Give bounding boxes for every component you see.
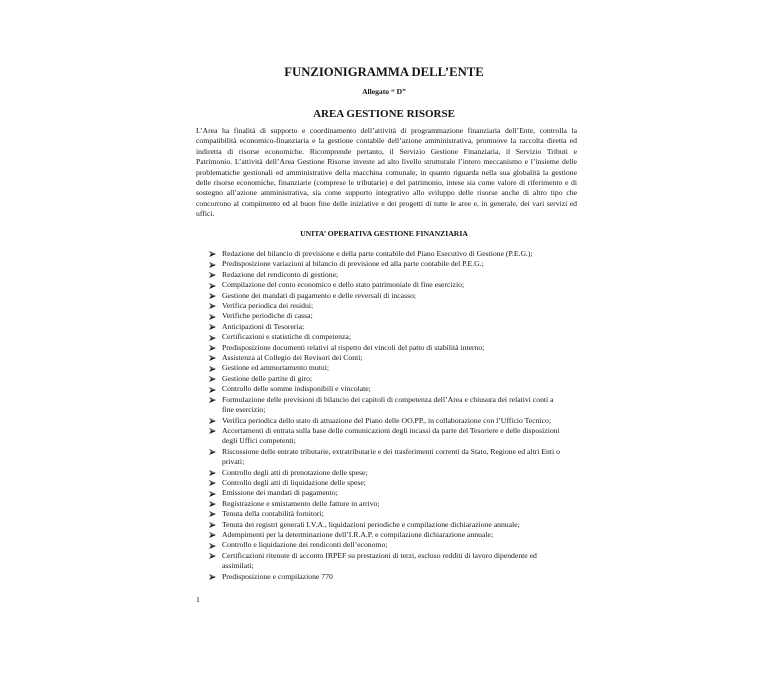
list-item-text: privati; <box>222 457 245 467</box>
arrowhead-bullet-icon <box>209 501 216 507</box>
list-item-text: Predisposizione e compilazione 770 <box>222 571 333 581</box>
intro-line: delle risorse economiche, finanziarie (comprese le tributarie) e del patrimonio, intese sia come valore di riferimento e di <box>196 178 577 188</box>
list-item-text: Gestione ed ammortamento mutui; <box>222 363 329 373</box>
arrowhead-bullet-icon <box>209 522 216 528</box>
intro-line: sostegno all’azione amministrativa, sia come supporto integrativo allo sviluppo delle risorse anche di altro tipo che <box>196 188 577 198</box>
list-item-text: Gestione dei mandati di pagamento e delle reversali di incasso; <box>222 290 417 300</box>
arrowhead-bullet-icon <box>209 251 216 257</box>
list-item <box>222 311 582 321</box>
list-item <box>222 426 582 447</box>
list-item-text: Tenuta dei registri generali I.V.A., liquidazioni periodiche e compilazione dichiarazione annuale; <box>222 519 520 529</box>
list-item-text: assimilati; <box>222 561 254 571</box>
list-item-text: Redazione del rendiconto di gestione; <box>222 269 339 279</box>
arrowhead-bullet-icon <box>209 387 216 393</box>
arrowhead-bullet-icon <box>209 418 216 424</box>
list-item <box>222 322 582 332</box>
list-item <box>222 468 582 478</box>
list-item-text: Formulazione delle previsioni di bilancio dei capitoli di competenza dell’Area e chiusura dei relativi conti a <box>222 394 554 404</box>
arrowhead-bullet-icon <box>209 345 216 351</box>
arrowhead-bullet-icon <box>209 543 216 549</box>
list-item <box>222 572 582 582</box>
area-title: AREA GESTIONE RISORSE <box>313 108 455 120</box>
list-item <box>222 353 582 363</box>
list-item-text: Gestione delle partite di giro; <box>222 373 313 383</box>
page-number: 1 <box>196 595 200 604</box>
list-item <box>222 280 582 290</box>
list-item <box>222 416 582 426</box>
arrowhead-bullet-icon <box>209 449 216 455</box>
list-item-text: Verifiche periodiche di cassa; <box>222 311 313 321</box>
intro-paragraph <box>196 126 577 220</box>
intro-line: compatibilità economico-finanziaria e la gestione contabile dell’azione amministrativa, promuove la raccolta diretta ed <box>196 136 577 146</box>
list-item <box>222 499 582 509</box>
list-item-text: Registrazione e smistamento delle fatture in arrivo; <box>222 498 380 508</box>
list-item <box>222 332 582 342</box>
list-item-text: Verifica periodica dello stato di attuazione del Piano delle OO.PP., in collaborazione con l’Ufficio Tecnico; <box>222 415 551 425</box>
list-item-text: Predisposizione documenti relativi al rispetto dei vincoli del patto di stabilità interno; <box>222 342 485 352</box>
arrowhead-bullet-icon <box>209 511 216 517</box>
list-item-text: Adempimenti per la determinazione dell’I.R.A.P. e compilazione dichiarazione annuale; <box>222 529 494 539</box>
arrowhead-bullet-icon <box>209 293 216 299</box>
list-item-text: Assistenza al Collegio dei Revisori dei Conti; <box>222 353 363 363</box>
arrowhead-bullet-icon <box>209 262 216 268</box>
list-item-text: Controllo delle somme indisponibili e vincolate; <box>222 384 371 394</box>
list-item-text: Controllo degli atti di liquidazione delle spese; <box>222 477 366 487</box>
arrowhead-bullet-icon <box>209 335 216 341</box>
list-item-text: Anticipazioni di Tesoreria; <box>222 321 305 331</box>
arrowhead-bullet-icon <box>209 491 216 497</box>
list-item <box>222 520 582 530</box>
intro-line: problematiche gestionali ed amministrative della macchina comunale, in quanto riguarda nella sua globalità la gestione <box>196 167 577 177</box>
list-item <box>222 270 582 280</box>
list-item-text: Controllo e liquidazione dei rendiconti dell’economo; <box>222 540 388 550</box>
list-item-text: Redazione del bilancio di previsione e della parte contabile del Piano Esecutivo di Gestione (P.E.G.); <box>222 249 533 258</box>
arrowhead-bullet-icon <box>209 283 216 289</box>
list-item <box>222 551 582 572</box>
list-item-text: Certificazioni ritenute di acconto IRPEF su prestazioni di terzi, escluso redditi di lavoro dipendente ed <box>222 550 537 560</box>
list-item <box>222 395 582 416</box>
arrowhead-bullet-icon <box>209 314 216 320</box>
list-item-text: Tenuta della contabilità fornitori; <box>222 509 324 519</box>
unit-heading: UNITA’ OPERATIVA GESTIONE FINANZIARIA <box>300 229 468 238</box>
list-item-text: Controllo degli atti di prenotazione delle spese; <box>222 467 368 477</box>
intro-line: concorrono al compimento ed al buon fine delle iniziative e dei progetti di tutte le aree e, in generale, dei vari servizi ed <box>196 198 577 208</box>
list-item <box>222 488 582 498</box>
list-item-text: Riscossione delle entrate tributarie, extratributarie e dei trasferimenti correnti da Stato, Regione ed altri Enti o <box>222 446 560 456</box>
list-item-text: Accertamenti di entrata sulla base delle comunicazioni degli incassi da parte del Tesoriere e delle disposizioni <box>222 425 560 435</box>
list-item <box>222 384 582 394</box>
document-title: FUNZIONIGRAMMA DELL’ENTE <box>284 65 484 79</box>
list-item <box>222 530 582 540</box>
arrowhead-bullet-icon <box>209 574 216 580</box>
list-item <box>222 291 582 301</box>
intro-line: indiretta di risorse economiche. Ricomprende pertanto, il Servizio Gestione Finanziaria, il Servizio Tributi e <box>196 146 577 156</box>
list-item-text: Predisposizione variazioni al bilancio di previsione ed alla parte contabile del P.E.G.; <box>222 259 484 269</box>
arrowhead-bullet-icon <box>209 470 216 476</box>
list-item-text: Emissione dei mandati di pagamento; <box>222 488 338 498</box>
intro-line: uffici. <box>196 209 215 219</box>
arrowhead-bullet-icon <box>209 553 216 559</box>
list-item <box>222 301 582 311</box>
annex-label: Allegato “ D” <box>362 87 406 96</box>
list-item <box>222 540 582 550</box>
arrowhead-bullet-icon <box>209 397 216 403</box>
list-item-text: Verifica periodica dei residui; <box>222 301 314 311</box>
list-item-text: Certificazioni e statistiche di competenza; <box>222 332 351 342</box>
unit-task-list <box>222 249 582 582</box>
list-item <box>222 259 582 269</box>
arrowhead-bullet-icon <box>209 376 216 382</box>
list-item <box>222 478 582 488</box>
arrowhead-bullet-icon <box>209 532 216 538</box>
arrowhead-bullet-icon <box>209 480 216 486</box>
arrowhead-bullet-icon <box>209 366 216 372</box>
intro-line: L’Area ha finalità di supporto e coordinamento dell’attività di programmazione finanziaria dell’Ente, controlla la <box>196 126 577 135</box>
arrowhead-bullet-icon <box>209 428 216 434</box>
list-item-text: degli Uffici competenti; <box>222 436 296 446</box>
list-item <box>222 374 582 384</box>
list-item <box>222 447 582 468</box>
arrowhead-bullet-icon <box>209 324 216 330</box>
arrowhead-bullet-icon <box>209 303 216 309</box>
list-item <box>222 509 582 519</box>
list-item-text: fine esercizio; <box>222 405 266 415</box>
list-item-text: Compilazione del conto economico e dello stato patrimoniale di fine esercizio; <box>222 280 465 290</box>
arrowhead-bullet-icon <box>209 272 216 278</box>
list-item <box>222 363 582 373</box>
list-item <box>222 249 582 259</box>
list-item <box>222 343 582 353</box>
intro-line: Patrimonio. L’attività dell’Area Gestione Risorse investe ad alto livello strutturale l’intero meccanismo e l’insieme delle <box>196 157 577 167</box>
arrowhead-bullet-icon <box>209 355 216 361</box>
